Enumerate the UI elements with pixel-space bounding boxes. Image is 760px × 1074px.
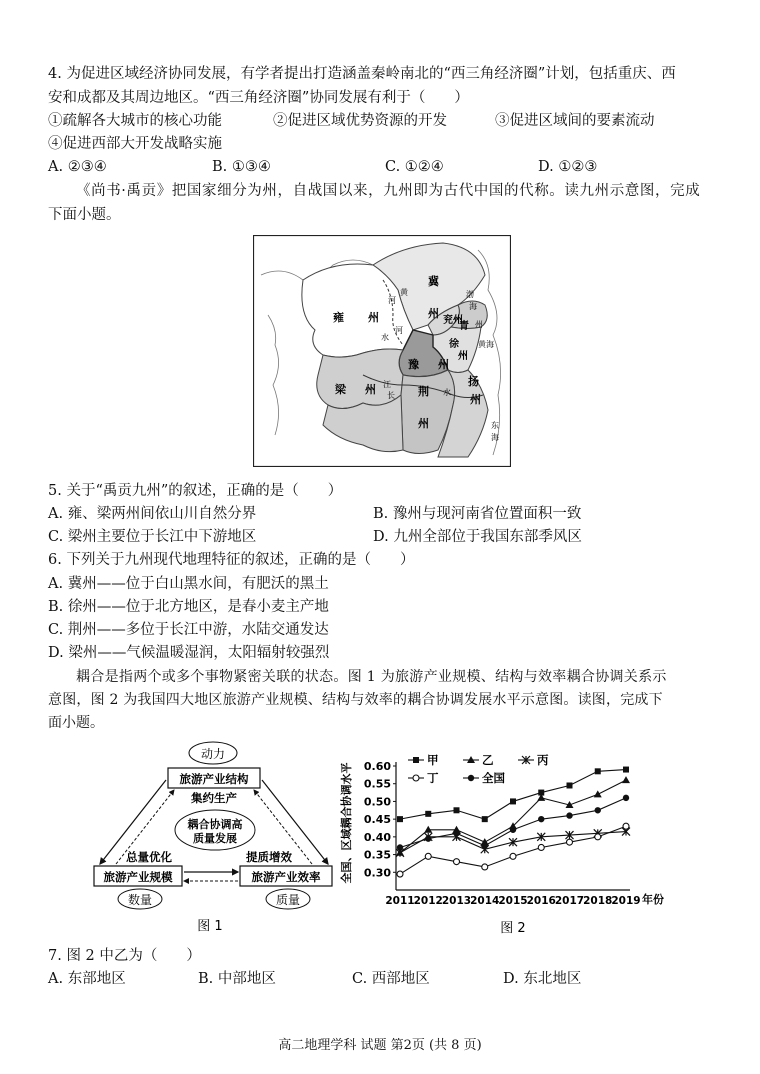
fig1-tizhi: 提质增效 [246,850,292,864]
q7-option-a[interactable]: A. 东部地区 [48,971,126,987]
chart-point-5 [482,843,488,849]
q7-option-d[interactable]: D. 东北地区 [503,971,582,987]
chart-xtick-label: 2012 [413,895,443,907]
figure-2-chart [338,748,700,938]
q5-stem: 5. 关于“禹贡九州”的叙述，正确的是（ ） [48,483,343,499]
chart-point-4 [454,859,460,865]
fig1-jiegou: 旅游产业结构 [179,772,249,786]
q6-option-c[interactable]: C. 荆州——多位于长江中游，水陆交通发达 [48,622,329,638]
q4-item-2: ②促进区域优势资源的开发 [273,113,447,129]
q5-option-c[interactable]: C. 梁州主要位于长江中下游地区 [48,529,257,545]
map-label-yong2: 州 [368,311,379,324]
fig1-shuliang: 数量 [127,893,153,907]
chart-point-4 [482,864,488,870]
fig1-center2: 质量发展 [193,832,237,845]
intro2-line3: 面小题。 [48,715,104,731]
fig1-dongli: 动力 [200,747,226,761]
intro2-line2: 意图，图 2 为我国四大地区旅游产业规模、结构与效率的耦合协调发展水平示意图。读图，完成下 [48,692,663,708]
map-label-yang: 扬 [468,375,479,388]
chart-ytick-label: 0.60 [363,760,391,773]
figure-1 [88,740,338,940]
map-label-ji2: 州 [428,307,439,320]
map-label-yan2: 州 [453,315,463,326]
map-label-liang2: 州 [365,383,376,396]
q7-stem: 7. 图 2 中乙为（ ） [48,948,201,964]
chart-point-1 [567,782,573,788]
chart-xtick-label: 2013 [441,895,472,907]
chart-xtick-label: 2019 [611,895,641,907]
map-label-he1: 河 [388,296,396,305]
fig1-guimo: 旅游产业规模 [103,870,173,884]
legend-label: 全国 [482,771,505,785]
q4-stem-line1: 4. 为促进区域经济协同发展，有学者提出打造涵盖秦岭南北的“西三角经济圈”计划，包括重庆、西 [48,66,676,82]
map-label-qing2: 州 [475,320,483,329]
q7-option-b[interactable]: B. 中部地区 [198,971,276,987]
q4-option-d[interactable]: D. ①②③ [538,159,598,175]
chart-point-2 [622,776,630,783]
legend-label: 甲 [427,753,439,767]
map-label-chang: 长 [387,391,395,400]
fig1-caption: 图 1 [197,919,223,934]
chart-xtick-label: 2015 [498,895,528,907]
chart-xtick-label: 2018 [583,895,613,907]
chart-point-1 [482,816,488,822]
chart-ytick-label: 0.45 [363,813,391,827]
chart-point-5 [595,807,601,813]
chart-xlabel: 年份 [642,893,664,906]
q6-stem: 6. 下列关于九州现代地理特征的叙述，正确的是（ ） [48,552,415,568]
chart-point-1 [397,816,403,822]
map-label-ji: 冀 [428,275,439,288]
chart-caption: 图 2 [500,921,526,936]
chart-point-1 [623,767,629,773]
map-label-yong: 雍 [333,311,344,324]
q4-option-a[interactable]: A. ②③④ [48,159,107,175]
intro1-line1: 《尚书·禹贡》把国家细分为州，自战国以来，九州即为古代中国的代称。读九州示意图，完成 [76,183,701,199]
chart-ytick-label: 0.35 [363,848,391,862]
fig1-zhiliang: 质量 [275,893,301,907]
fig1-zongliang: 总量优化 [126,850,172,864]
chart-xtick-label: 2011 [385,895,415,907]
map-label-jing2: 州 [418,417,429,430]
chart-point-4 [567,839,573,845]
chart-point-5 [397,844,403,850]
chart-ytick-label: 0.50 [363,795,391,809]
q4-item-3: ③促进区域间的要素流动 [495,113,655,129]
q4-stem-line2: 安和成都及其周边地区。“西三角经济圈”协同发展有利于（ ） [48,90,469,106]
chart-point-5 [538,816,544,822]
chart-point-4 [623,823,629,829]
map-label-donghai: 东 [491,421,499,430]
chart-xtick-label: 2017 [554,895,585,907]
legend-label: 丁 [427,771,439,785]
map-label-huanghai: 黄海 [478,340,494,349]
map-label-xu: 徐 [449,339,459,350]
jiuzhou-map [253,235,511,467]
q4-item-1: ①疏解各大城市的核心功能 [48,113,222,129]
q4-option-c[interactable]: C. ①②④ [385,159,444,175]
fig1-jiyue: 集约生产 [191,791,237,805]
legend-label: 丙 [537,753,549,767]
q5-option-a[interactable]: A. 雍、梁两州间依山川自然分界 [48,506,257,522]
chart-ytick-label: 0.40 [363,830,391,844]
map-label-shui2: 水 [443,388,451,397]
chart-point-1 [454,807,460,813]
chart-point-4 [595,834,601,840]
chart-point-4 [510,853,516,859]
fig1-xiaolv: 旅游产业效率 [251,870,321,884]
page-footer: 高二地理学科 试题 第2页 (共 8 页) [278,1038,482,1053]
map-label-he3: 河 [395,326,403,335]
chart-point-2 [594,790,602,797]
map-label-xu2: 州 [458,351,468,362]
q4-option-b[interactable]: B. ①③④ [212,159,271,175]
chart-ytick-label: 0.30 [363,866,391,880]
chart-point-4 [397,871,403,877]
chart-point-5 [425,835,431,841]
map-label-yan: 兖 [443,315,453,326]
map-label-jiang: 江 [383,380,391,389]
q5-option-b[interactable]: B. 豫州与现河南省位置面积一致 [373,506,582,522]
q6-option-d[interactable]: D. 梁州——气候温暖湿润，太阳辐射较强烈 [48,645,330,661]
map-label-jing: 荆 [418,385,429,398]
map-label-yu2: 州 [438,358,449,371]
intro2-line1: 耦合是指两个或多个事物紧密关联的状态。图 1 为旅游产业规模、结构与效率耦合协调关系示 [76,669,667,685]
q4-item-4: ④促进西部大开发战略实施 [48,136,222,152]
map-label-shui: 水 [381,333,389,342]
q5-option-d[interactable]: D. 九州全部位于我国东部季风区 [373,529,582,545]
map-label-bohai2: 海 [469,302,477,311]
chart-point-5 [566,812,572,818]
chart-point-4 [538,844,544,850]
intro1-line2: 下面小题。 [48,207,121,223]
chart-xtick-label: 2014 [470,895,500,907]
chart-point-1 [510,798,516,804]
chart-point-5 [623,795,629,801]
map-label-bohai: 渤 [466,290,474,299]
chart-point-1 [595,768,601,774]
chart-ylabel: 全国、区域耦合协调水平 [340,762,353,884]
q6-option-b[interactable]: B. 徐州——位于北方地区，是春小麦主产地 [48,599,329,615]
map-label-qing: 青 [459,321,469,332]
chart-point-5 [453,830,459,836]
q7-option-c[interactable]: C. 西部地区 [352,971,430,987]
map-label-yang2: 州 [470,393,481,406]
q6-option-a[interactable]: A. 冀州——位于白山黑水间，有肥沃的黑土 [48,576,329,592]
chart-point-4 [425,853,431,859]
chart-xtick-label: 2016 [526,895,556,907]
map-label-he2: 黄 [400,288,408,297]
map-label-liang: 梁 [335,383,346,396]
fig1-center1: 耦合协调高 [187,818,243,831]
chart-ytick-label: 0.55 [363,777,391,791]
map-label-yu: 豫 [408,358,419,371]
legend-marker [413,775,419,781]
legend-marker [468,775,474,781]
chart-point-5 [510,827,516,833]
map-label-donghai2: 海 [491,433,499,442]
legend-marker [413,757,419,763]
legend-label: 乙 [482,753,494,767]
chart-point-1 [425,811,431,817]
